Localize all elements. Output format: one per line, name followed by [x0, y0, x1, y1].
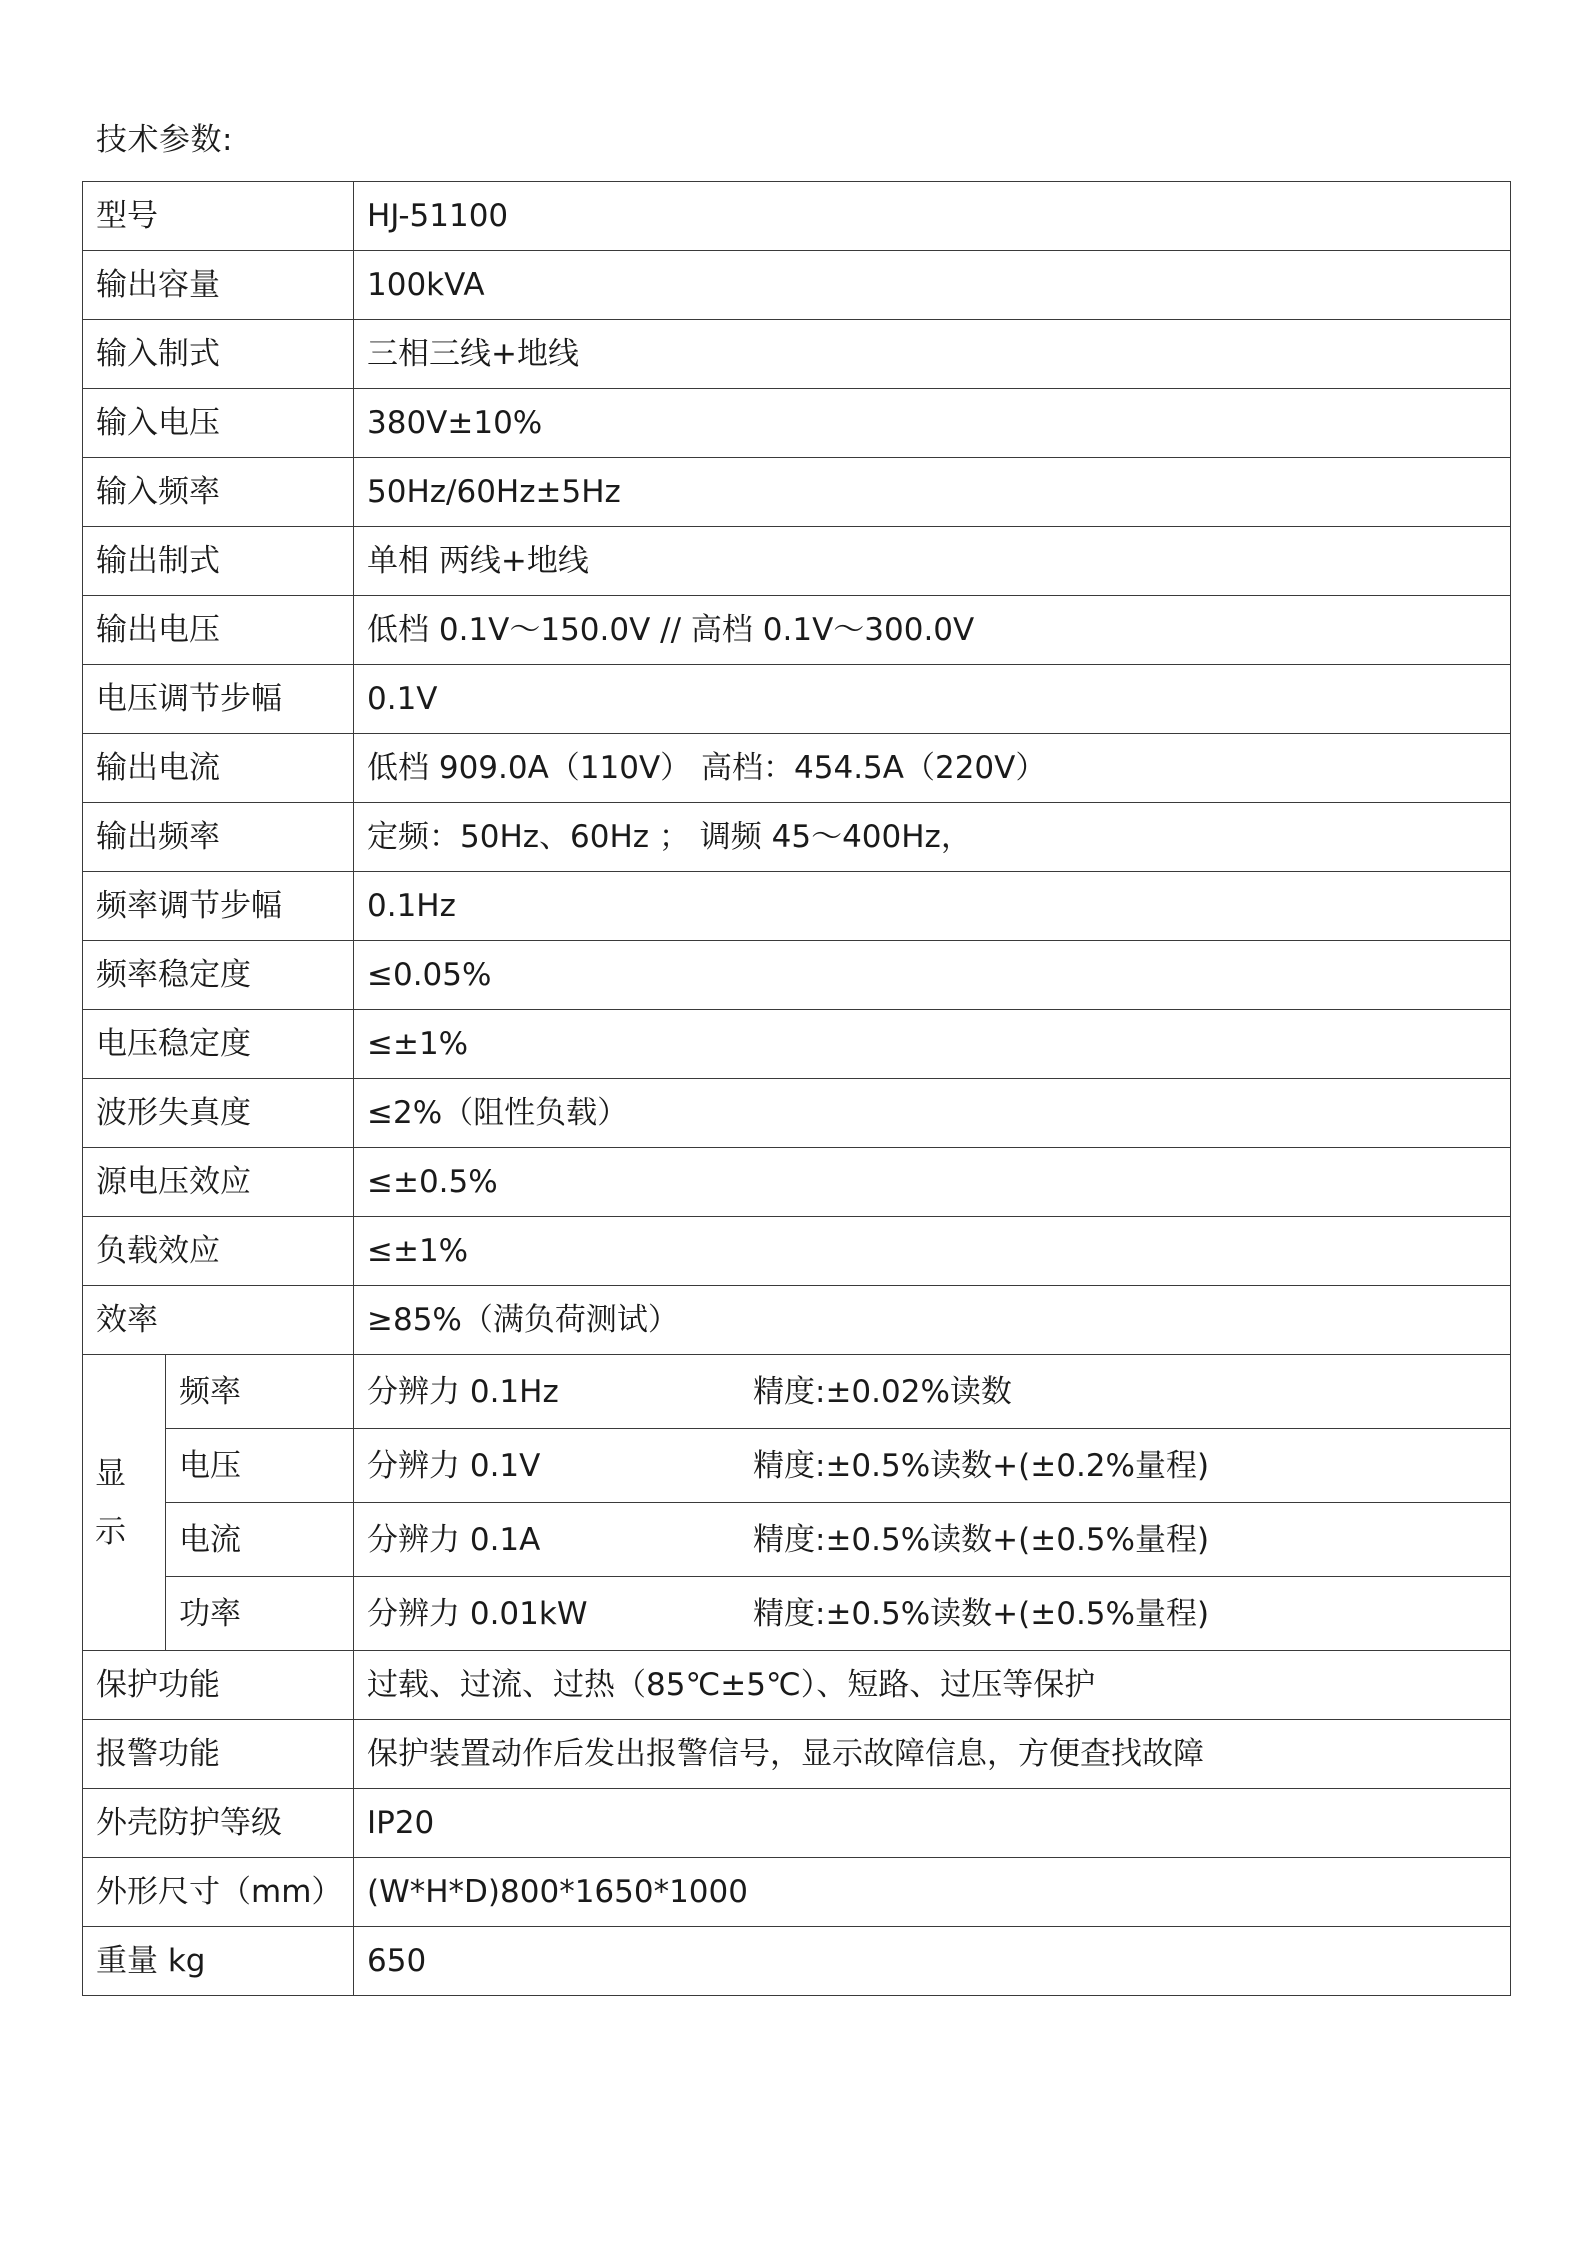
resolution-text: 分辨力 0.1A	[367, 1521, 541, 1558]
param-value: ≤±0.5%	[354, 1148, 1511, 1217]
table-row	[83, 458, 1511, 527]
param-value: 380V±10%	[354, 389, 1511, 458]
display-group-label	[83, 1355, 166, 1651]
param-label: 电压调节步幅	[83, 665, 354, 734]
param-label: 电压稳定度	[83, 1010, 354, 1079]
display-item-label: 电压	[166, 1429, 354, 1503]
param-label: 外壳防护等级	[83, 1789, 354, 1858]
param-label: 频率稳定度	[83, 941, 354, 1010]
accuracy-text: 精度:±0.02%读数	[753, 1373, 1012, 1410]
param-value: 保护装置动作后发出报警信号，显示故障信息，方便查找故障	[354, 1720, 1511, 1789]
param-label: 负载效应	[83, 1217, 354, 1286]
table-row	[83, 251, 1511, 320]
param-value: 100kVA	[354, 251, 1511, 320]
display-group-label-line: 示	[95, 1513, 126, 1550]
param-label: 型号	[83, 182, 354, 251]
param-label: 保护功能	[83, 1651, 354, 1720]
table-row	[83, 803, 1511, 872]
param-label: 波形失真度	[83, 1079, 354, 1148]
param-value: 过载、过流、过热（85℃±5℃）、短路、过压等保护	[354, 1651, 1511, 1720]
param-label: 重量 kg	[83, 1927, 354, 1996]
table-row	[83, 1789, 1511, 1858]
table-row	[83, 734, 1511, 803]
param-label: 输出电压	[83, 596, 354, 665]
param-label: 效率	[83, 1286, 354, 1355]
param-value: 低档 0.1V～150.0V // 高档 0.1V～300.0V	[354, 596, 1511, 665]
display-row	[83, 1429, 1511, 1503]
resolution-text: 分辨力 0.1V	[367, 1447, 541, 1484]
param-value: 三相三线+地线	[354, 320, 1511, 389]
table-row	[83, 1286, 1511, 1355]
param-value: ≤±1%	[354, 1010, 1511, 1079]
table-row	[83, 1010, 1511, 1079]
accuracy-text: 精度:±0.5%读数+(±0.2%量程)	[753, 1447, 1210, 1484]
param-value: (W*H*D)800*1650*1000	[354, 1858, 1511, 1927]
table-row	[83, 941, 1511, 1010]
param-label: 频率调节步幅	[83, 872, 354, 941]
param-value: ≤0.05%	[354, 941, 1511, 1010]
param-label: 报警功能	[83, 1720, 354, 1789]
param-value: HJ-51100	[354, 182, 1511, 251]
display-group-label-line: 显	[95, 1455, 126, 1492]
accuracy-text: 精度:±0.5%读数+(±0.5%量程)	[753, 1595, 1210, 1632]
display-item-value	[354, 1429, 1511, 1503]
display-item-value	[354, 1355, 1511, 1429]
param-label: 输入频率	[83, 458, 354, 527]
param-label: 输出电流	[83, 734, 354, 803]
table-row	[83, 1217, 1511, 1286]
accuracy-text: 精度:±0.5%读数+(±0.5%量程)	[753, 1521, 1210, 1558]
param-value: 650	[354, 1927, 1511, 1996]
param-value: ≤±1%	[354, 1217, 1511, 1286]
page-title: 技术参数:	[96, 122, 233, 158]
resolution-text: 分辨力 0.1Hz	[367, 1373, 559, 1410]
param-value: ≥85%（满负荷测试）	[354, 1286, 1511, 1355]
param-label: 输出容量	[83, 251, 354, 320]
table-row	[83, 389, 1511, 458]
param-value: 50Hz/60Hz±5Hz	[354, 458, 1511, 527]
param-label: 输入制式	[83, 320, 354, 389]
param-value: 0.1Hz	[354, 872, 1511, 941]
param-label: 外形尺寸（mm）	[83, 1858, 354, 1927]
table-row	[83, 1858, 1511, 1927]
param-value: 低档 909.0A（110V） 高档：454.5A（220V）	[354, 734, 1511, 803]
table-row	[83, 1927, 1511, 1996]
display-item-label: 功率	[166, 1577, 354, 1651]
display-item-value	[354, 1577, 1511, 1651]
param-value: IP20	[354, 1789, 1511, 1858]
spec-table	[82, 181, 1511, 1996]
param-label: 输出频率	[83, 803, 354, 872]
display-row	[83, 1503, 1511, 1577]
table-row	[83, 1079, 1511, 1148]
param-value: 单相 两线+地线	[354, 527, 1511, 596]
display-item-value	[354, 1503, 1511, 1577]
param-value: 定频：50Hz、60Hz ； 调频 45～400Hz，	[354, 803, 1511, 872]
table-row	[83, 320, 1511, 389]
resolution-text: 分辨力 0.01kW	[367, 1595, 588, 1632]
param-label: 输出制式	[83, 527, 354, 596]
table-row	[83, 665, 1511, 734]
param-value: ≤2%（阻性负载）	[354, 1079, 1511, 1148]
display-item-label: 电流	[166, 1503, 354, 1577]
table-row	[83, 596, 1511, 665]
table-row	[83, 1720, 1511, 1789]
table-row	[83, 1148, 1511, 1217]
param-value: 0.1V	[354, 665, 1511, 734]
param-label: 输入电压	[83, 389, 354, 458]
param-label: 源电压效应	[83, 1148, 354, 1217]
table-row	[83, 872, 1511, 941]
display-item-label: 频率	[166, 1355, 354, 1429]
table-row	[83, 527, 1511, 596]
table-row	[83, 182, 1511, 251]
display-row	[83, 1355, 1511, 1429]
display-row	[83, 1577, 1511, 1651]
table-row	[83, 1651, 1511, 1720]
